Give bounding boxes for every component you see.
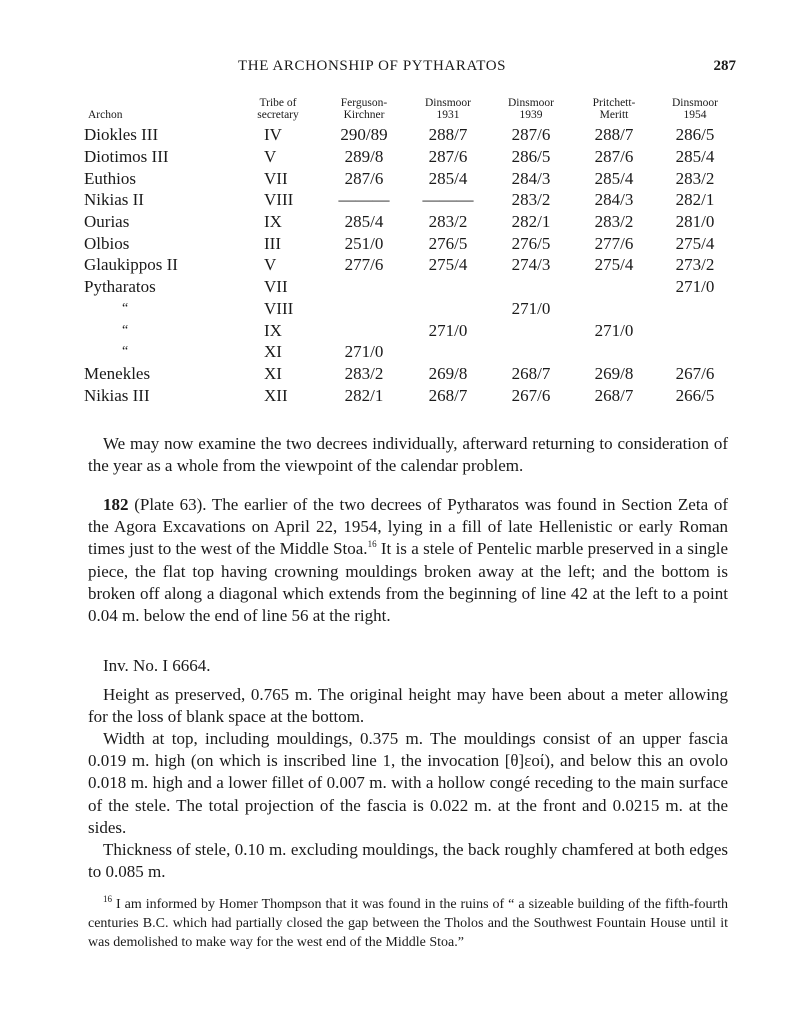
paragraph-width: Width at top, including mouldings, 0.375 m. The mouldings consist of an upper fascia 0.019 m. high (on which is inscribed line 1, the invocation [θ]εοί), and below this an ovolo 0.018 m. high and a lower fillet of 0.007 m. with a hollow congé receding to the main surface of the stele. The total projection of the fascia is 0.022 m. at the front and 0.0215 m. at the sides. [88,729,728,837]
cell-dinsmoor-1939: 286/5 [511,147,551,167]
cell-dinsmoor-1954: 285/4 [675,147,715,167]
cell-tribe: V [264,255,277,275]
cell-pritchett-meritt: 269/8 [594,363,634,383]
cell-tribe: VIII [264,190,294,210]
table-row [84,189,734,211]
column-header-tribe: Tribe of secretary [257,97,299,121]
cell-tribe: VII [264,168,288,188]
cell-tribe: XI [264,342,282,362]
table-row [84,232,734,254]
table-header-row [84,97,734,124]
cell-pritchett-meritt: 285/4 [594,168,634,188]
cell-name: “ [122,300,129,316]
cell-dinsmoor-1939: 271/0 [511,298,551,318]
page-number: 287 [713,58,736,74]
column-header-ferguson-kirchner: Ferguson- Kirchner [340,97,388,121]
cell-dinsmoor-1954 [656,319,734,341]
column-header-dinsmoor-1939: Dinsmoor 1939 [508,97,554,121]
cell-ferguson-kirchner [322,319,406,341]
cell-dinsmoor-1931: 271/0 [428,320,468,340]
cell-dinsmoor-1931: 287/6 [428,147,468,167]
cell-pritchett-meritt: 275/4 [594,255,634,275]
cell-dinsmoor-1931 [406,276,490,298]
cell-dinsmoor-1954: 282/1 [675,190,715,210]
paragraph-decree-182 [88,494,728,627]
cell-pritchett-meritt: 283/2 [594,212,634,232]
table-row [84,298,734,320]
table-row [84,319,734,341]
cell-dinsmoor-1954 [656,298,734,320]
cell-name: Diotimos III [84,147,169,167]
paragraph-decree-182-part-a: (Plate 63). The earlier of the two decrees of Pytharatos was found in Section Zeta of the Agora Excavations on April 22, 1954, lying in a fill of late Hellenistic or early Roman times just to the west of the Middle Stoa. [88,495,728,559]
cell-tribe: XI [264,363,282,383]
cell-tribe: IV [264,125,282,145]
paragraph-intro: We may now examine the two decrees individually, afterward returning to consideration of the year as a whole from the viewpoint of the calendar problem. [88,434,728,476]
cell-tribe: III [264,233,281,253]
table-row [84,254,734,276]
cell-name: Ourias [84,212,130,232]
paragraph-height: Height as preserved, 0.765 m. The original height may have been about a meter allowing for the loss of blank space at the bottom. [88,685,728,727]
cell-name: Diokles III [84,125,159,145]
footnote-marker: 16 [103,894,112,904]
cell-tribe: VIII [264,298,294,318]
cell-ferguson-kirchner: 251/0 [344,233,384,253]
cell-pritchett-meritt: 271/0 [594,320,634,340]
paragraph-inventory: Inv. No. I 6664. [103,656,211,675]
cell-dinsmoor-1931: 288/7 [428,125,468,145]
archon-chronology-table [84,97,734,406]
cell-dinsmoor-1939: 282/1 [511,212,551,232]
cell-dinsmoor-1931: 268/7 [428,385,468,405]
cell-tribe: XII [264,385,288,405]
table-row [84,211,734,233]
cell-dinsmoor-1931: 275/4 [428,255,468,275]
cell-ferguson-kirchner [322,298,406,320]
cell-ferguson-kirchner [322,276,406,298]
cell-pritchett-meritt: 268/7 [594,385,634,405]
running-header [88,58,736,80]
cell-name: “ [122,344,129,360]
cell-ferguson-kirchner: 282/1 [344,385,384,405]
cell-dinsmoor-1939: 274/3 [511,255,551,275]
cell-dinsmoor-1954: 273/2 [675,255,715,275]
paragraph-thickness: Thickness of stele, 0.10 m. excluding mouldings, the back roughly chamfered at both edges to 0.085 m. [88,840,728,882]
cell-dinsmoor-1954: 286/5 [675,125,715,145]
column-header-dinsmoor-1931: Dinsmoor 1931 [425,97,471,121]
cell-dinsmoor-1939 [490,319,572,341]
cell-ferguson-kirchner: 277/6 [344,255,384,275]
cell-ferguson-kirchner: 285/4 [344,212,384,232]
cell-name: Menekles [84,363,151,383]
column-header-dinsmoor-1954: Dinsmoor 1954 [672,97,718,121]
cell-ferguson-kirchner: 271/0 [344,342,384,362]
cell-dinsmoor-1931: 283/2 [428,212,468,232]
cell-dinsmoor-1931: 285/4 [428,168,468,188]
cell-dinsmoor-1939: 283/2 [511,190,551,210]
column-header-pritchett-meritt: Pritchett- Meritt [592,97,636,121]
cell-pritchett-meritt [572,276,656,298]
cell-dinsmoor-1931: 276/5 [428,233,468,253]
cell-name: Euthios [84,168,136,188]
cell-dinsmoor-1939: 268/7 [511,363,551,383]
cell-name: Nikias III [84,385,150,405]
table-body [84,124,734,406]
cell-dinsmoor-1931: 269/8 [428,363,468,383]
cell-dinsmoor-1939: 267/6 [511,385,551,405]
table-row [84,384,734,406]
cell-tribe: VII [264,277,288,297]
cell-pritchett-meritt: 277/6 [594,233,634,253]
cell-pritchett-meritt: 284/3 [594,190,634,210]
cell-tribe: IX [264,320,282,340]
running-title: THE ARCHONSHIP OF PYTHARATOS [238,58,507,74]
cell-dinsmoor-1954 [656,341,734,363]
cell-ferguson-kirchner: ——— [338,190,390,210]
cell-dinsmoor-1954: 281/0 [675,212,715,232]
table-row [84,276,734,298]
cell-dinsmoor-1931 [406,298,490,320]
cell-dinsmoor-1939 [490,276,572,298]
table-row [84,167,734,189]
cell-pritchett-meritt: 287/6 [594,147,634,167]
decree-number: 182 [103,495,129,514]
cell-dinsmoor-1931 [406,341,490,363]
paragraph-decree-182-part-b: It is a stele of Pentelic marble preserved in a single piece, the flat top having crowning mouldings broken away at the left; and the bottom is broken off along a diagonal which extends from the beginning of line 42 at the left to a point 0.04 m. below the end of line 56 at the right. [88,539,728,626]
cell-dinsmoor-1954: 266/5 [675,385,715,405]
cell-name: “ [122,322,129,338]
cell-dinsmoor-1954: 271/0 [675,277,715,297]
cell-dinsmoor-1939: 287/6 [511,125,551,145]
cell-dinsmoor-1939: 284/3 [511,168,551,188]
cell-pritchett-meritt [572,341,656,363]
cell-name: Pytharatos [84,277,156,297]
table-row [84,146,734,168]
cell-name: Nikias II [84,190,144,210]
cell-dinsmoor-1939: 276/5 [511,233,551,253]
cell-dinsmoor-1954: 283/2 [675,168,715,188]
cell-dinsmoor-1931: ——— [422,190,474,210]
cell-name: Olbios [84,233,130,253]
column-header-archon: Archon [88,109,123,121]
cell-tribe: IX [264,212,282,232]
cell-dinsmoor-1954: 267/6 [675,363,715,383]
cell-ferguson-kirchner: 287/6 [344,168,384,188]
footnote-text: I am informed by Homer Thompson that it was found in the ruins of “ a sizeable building of the fifth-fourth centuries B.C. which had partially closed the gap between the Tholos and the Southwest Fountain House until it was demolished to make way for the west end of the Middle Stoa.” [88,897,728,950]
cell-ferguson-kirchner: 289/8 [344,147,384,167]
cell-ferguson-kirchner: 283/2 [344,363,384,383]
cell-ferguson-kirchner: 290/89 [340,125,388,145]
footnote-reference: 16 [367,539,377,550]
table-row [84,341,734,363]
cell-name: Glaukippos II [84,255,178,275]
cell-pritchett-meritt [572,298,656,320]
cell-pritchett-meritt: 288/7 [594,125,634,145]
table-row [84,363,734,385]
cell-tribe: V [264,147,277,167]
cell-dinsmoor-1939 [490,341,572,363]
footnote-16 [88,896,728,952]
table-row [84,124,734,146]
cell-dinsmoor-1954: 275/4 [675,233,715,253]
